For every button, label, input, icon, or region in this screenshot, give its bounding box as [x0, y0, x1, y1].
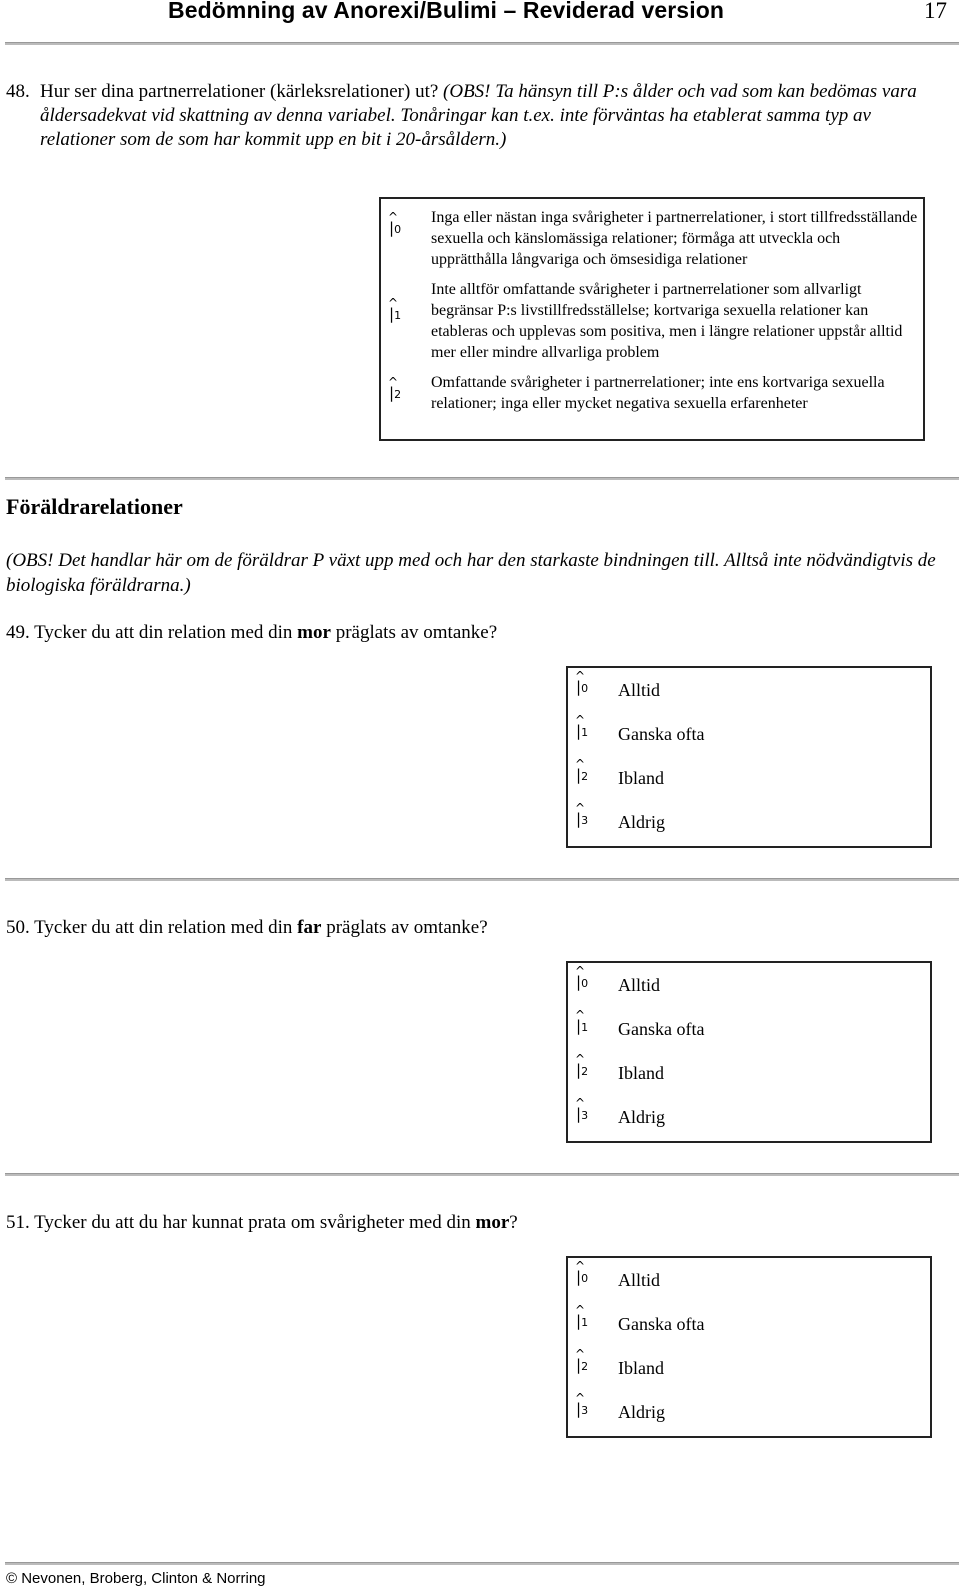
answer-option-label: Alltid — [618, 1270, 661, 1290]
question-51 — [6, 1212, 518, 1234]
page-header — [0, 0, 960, 40]
answer-option-1[interactable] — [568, 713, 930, 752]
answer-option-label: Ibland — [618, 1358, 664, 1378]
answer-option-label: Aldrig — [618, 1402, 665, 1422]
answer-option-0[interactable] — [568, 1259, 930, 1298]
footer-copyright: © Nevonen, Broberg, Clinton & Norring — [6, 1570, 266, 1587]
answer-option-label: Alltid — [618, 975, 661, 995]
question-48-text: Hur ser dina partnerrelationer (kärleksrelationer) ut? — [40, 81, 439, 102]
checkbox-icon[interactable]: ^ |2 — [388, 375, 402, 402]
answer-option-0[interactable] — [568, 964, 930, 1003]
question-50-prefix: 50. Tycker du att din relation med din — [6, 917, 298, 938]
answer-option-label: Ganska ofta — [618, 1019, 705, 1039]
checkbox-icon[interactable]: ^ |0 — [575, 669, 589, 696]
header-rule — [5, 42, 959, 45]
answer-option-label: Ganska ofta — [618, 724, 705, 744]
answer-option-3[interactable] — [568, 801, 930, 840]
answer-option-0[interactable] — [568, 669, 930, 708]
checkbox-icon[interactable]: ^ |2 — [575, 1347, 589, 1374]
answer-option-text: Inte alltför omfattande svårigheter i partnerrelationer som allvarligt begränsar P:s livstillfredsställelse; kortvariga sexuella relationer kan etableras och upplevas som positiva, men i längre relationer uppstår alltid mer eller mindre allvarliga problem — [431, 281, 903, 361]
answer-option-1[interactable] — [568, 1008, 930, 1047]
question-50 — [6, 917, 488, 939]
checkbox-icon[interactable]: ^ |0 — [388, 210, 402, 237]
answer-option-label: Aldrig — [618, 1107, 665, 1127]
question-50-emphasis: far — [297, 917, 322, 938]
answer-box-50 — [566, 961, 932, 1143]
question-51-emphasis: mor — [475, 1212, 510, 1233]
question-number: 48. — [6, 81, 30, 102]
footer-rule — [5, 1562, 959, 1565]
section-rule — [5, 1173, 959, 1176]
question-49-emphasis: mor — [297, 622, 331, 643]
checkbox-icon[interactable]: ^ |3 — [575, 1096, 589, 1123]
checkbox-icon[interactable]: ^ |0 — [575, 964, 589, 991]
answer-option-3[interactable] — [568, 1391, 930, 1430]
checkbox-icon[interactable]: ^ |3 — [575, 801, 589, 828]
answer-option-text: Omfattande svårigheter i partnerrelationer; inte ens kortvariga sexuella relationer; inga eller mycket negativa sexuella erfarenheter — [431, 374, 885, 412]
question-49 — [6, 622, 497, 644]
page-number: 17 — [924, 0, 947, 23]
answer-box-49 — [566, 666, 932, 848]
answer-option-text: Inga eller nästan inga svårigheter i partnerrelationer, i stort tillfredsställande sexuella och känslomässiga relationer; förmåga att utveckla och upprätthålla långvariga och ömsesidiga relationer — [431, 209, 918, 268]
checkbox-icon[interactable]: ^ |2 — [575, 1052, 589, 1079]
checkbox-icon[interactable]: ^ |1 — [575, 713, 589, 740]
checkbox-icon[interactable]: ^ |3 — [575, 1391, 589, 1418]
question-51-prefix: 51. Tycker du att du har kunnat prata om svårigheter med din — [6, 1212, 476, 1233]
checkbox-icon[interactable]: ^ |1 — [388, 296, 402, 323]
answer-box-48 — [379, 197, 925, 441]
answer-option-3[interactable] — [568, 1096, 930, 1135]
answer-option-1[interactable] — [568, 1303, 930, 1342]
checkbox-icon[interactable]: ^ |0 — [575, 1259, 589, 1286]
question-text — [40, 80, 945, 152]
checkbox-icon[interactable]: ^ |1 — [575, 1303, 589, 1330]
answer-option-label: Ibland — [618, 1063, 664, 1083]
answer-option-label: Aldrig — [618, 812, 665, 832]
answer-option-2[interactable] — [568, 1052, 930, 1091]
answer-option-label: Alltid — [618, 680, 661, 700]
header-title: Bedömning av Anorexi/Bulimi – Reviderad version — [168, 0, 724, 23]
section-rule — [5, 878, 959, 881]
answer-option-2[interactable] — [568, 757, 930, 796]
checkbox-icon[interactable]: ^ |1 — [575, 1008, 589, 1035]
answer-option-2[interactable] — [568, 1347, 930, 1386]
answer-box-51 — [566, 1256, 932, 1438]
question-49-suffix: präglats av omtanke? — [330, 622, 498, 643]
question-50-suffix: präglats av omtanke? — [321, 917, 488, 938]
section-heading: Föräldrarelationer — [6, 494, 183, 519]
checkbox-icon[interactable]: ^ |2 — [575, 757, 589, 784]
question-49-prefix: 49. Tycker du att din relation med din — [6, 622, 298, 643]
question-51-suffix: ? — [509, 1212, 518, 1233]
question-48-note: (OBS! Ta hänsyn till P:s ålder och vad som kan bedömas vara åldersadekvat vid skattning av denna variabel. Tonåringar kan t.ex. inte förväntas ha etablerat samma typ av relationer som de som har kommit upp en bit i 20-årsåldern.) — [40, 81, 917, 150]
section-note: (OBS! Det handlar här om de föräldrar P växt upp med och har den starkaste bindningen till. Alltså inte nödvändigtvis de biologiska föräldrarna.) — [6, 550, 936, 596]
answer-option-label: Ganska ofta — [618, 1314, 705, 1334]
section-rule — [5, 477, 959, 480]
answer-option-label: Ibland — [618, 768, 664, 788]
